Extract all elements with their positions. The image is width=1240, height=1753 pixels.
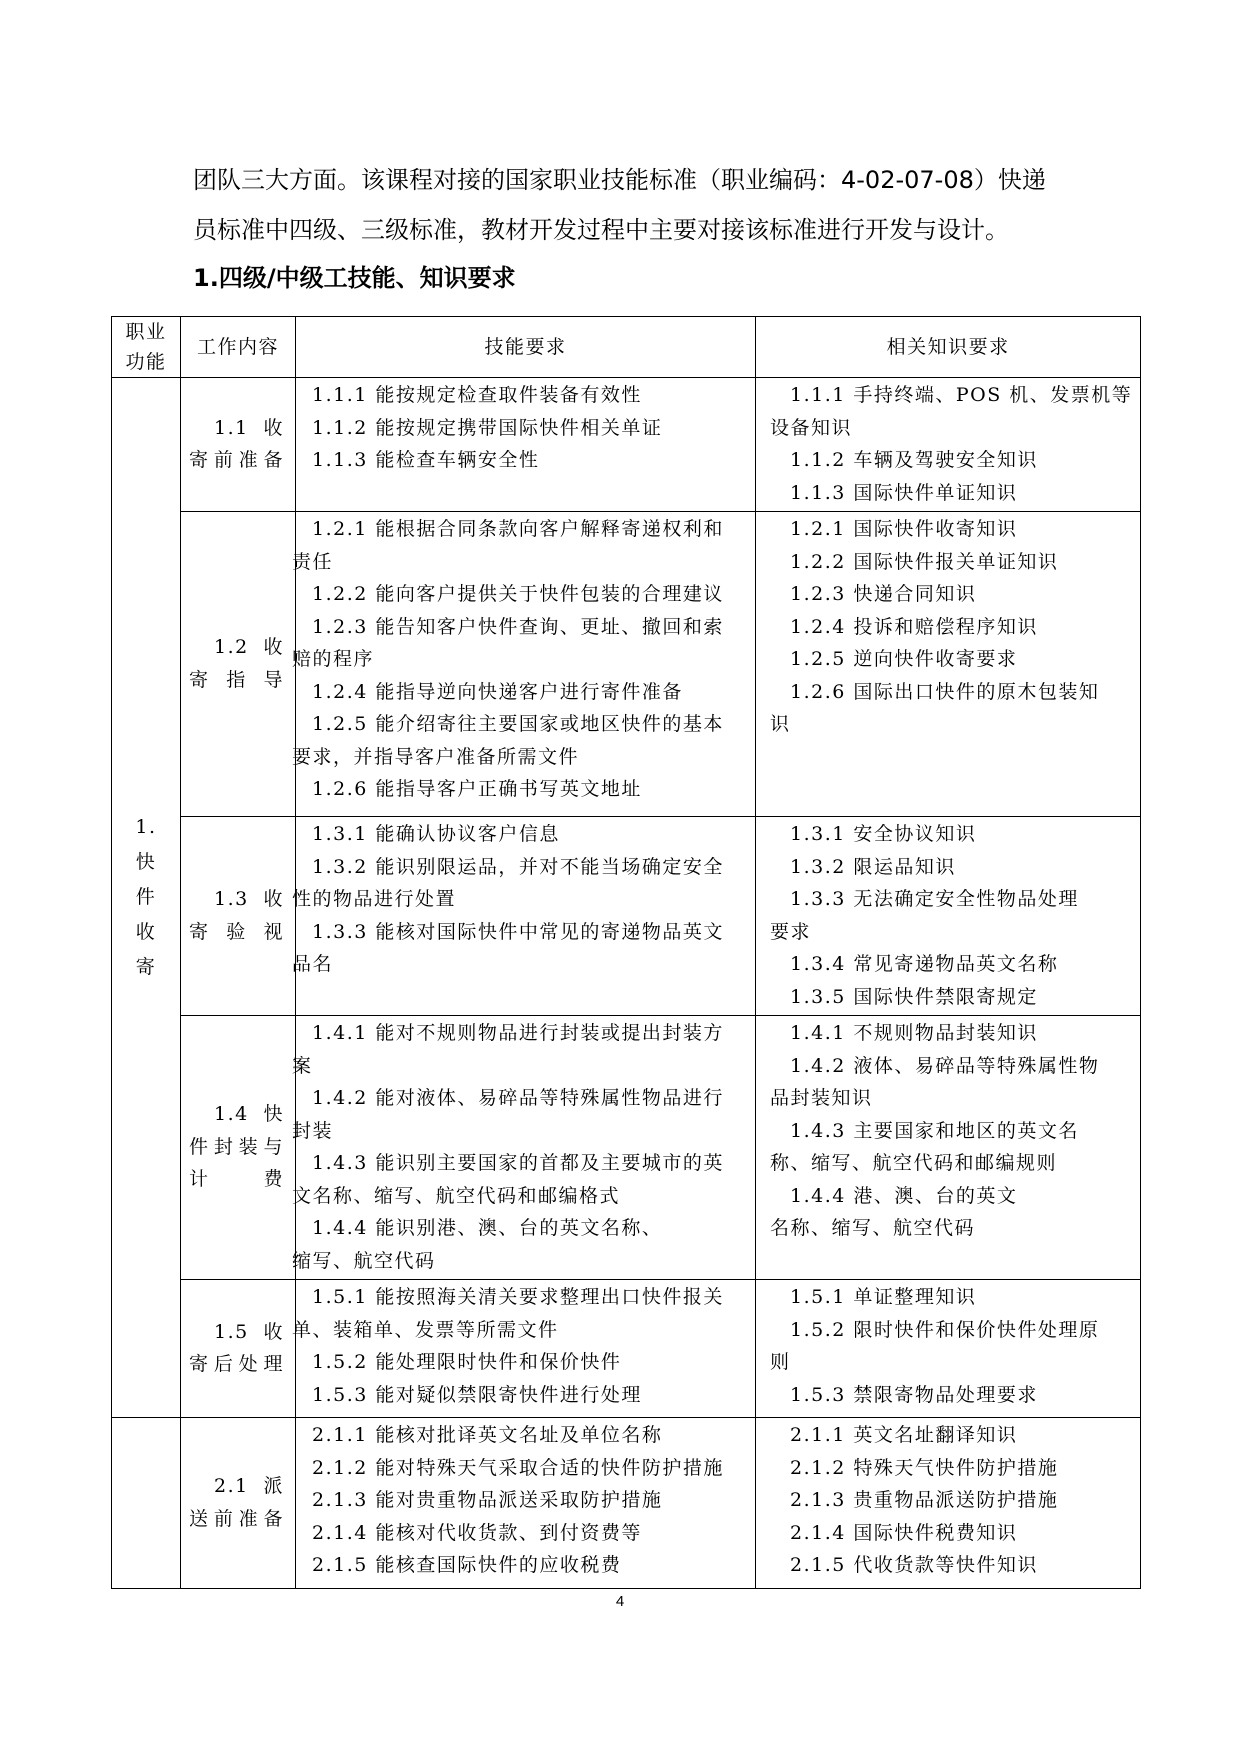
skill-requirement-line: 1.5.1 能按照海关清关要求整理出口快件报关	[312, 1286, 724, 1308]
header-function-line-2: 功能	[125, 351, 167, 373]
work-content-line: 寄指导	[189, 668, 284, 691]
skill-requirement-line: 1.4.4 能识别港、澳、台的英文名称、	[312, 1217, 663, 1239]
work-content-line: 1.5 收	[214, 1320, 284, 1343]
knowledge-requirements-cell	[756, 817, 1141, 1016]
table-row	[112, 512, 1141, 817]
skill-requirement-line: 1.2.3 能告知客户快件查询、更址、撤回和索	[312, 615, 724, 638]
skill-requirement-line: 1.3.1 能确认协议客户信息	[312, 823, 560, 845]
header-knowledge: 相关知识要求	[756, 317, 1141, 378]
skill-requirement-line: 1.2.4 能指导逆向快递客户进行寄件准备	[312, 680, 683, 703]
function-label-char: 快	[135, 850, 157, 873]
knowledge-requirement-line: 2.1.2 特殊天气快件防护措施	[790, 1456, 1059, 1479]
table-row	[112, 1280, 1141, 1418]
work-content-line: 1.3 收	[214, 888, 284, 910]
knowledge-requirement-line: 1.3.3 无法确定安全性物品处理	[790, 888, 1079, 910]
skill-requirement-line: 2.1.3 能对贵重物品派送采取防护措施	[312, 1489, 663, 1511]
skill-requirements-cell	[296, 378, 756, 512]
knowledge-requirement-line: 2.1.1 英文名址翻译知识	[790, 1424, 1018, 1446]
function-label-char: 件	[135, 885, 157, 908]
work-content-line: 寄验视	[189, 920, 284, 943]
skill-requirement-line: 性的物品进行处置	[292, 888, 457, 910]
skill-requirements-cell	[292, 1016, 756, 1280]
skill-requirement-line: 1.3.2 能识别限运品，并对不能当场确定安全	[312, 855, 724, 878]
knowledge-requirement-line: 1.1.1 手持终端、POS 机、发票机等	[790, 384, 1133, 406]
skill-requirement-line: 封装	[292, 1119, 334, 1142]
skill-requirement-line: 1.1.2 能按规定携带国际快件相关单证	[312, 416, 663, 439]
function-label-char: 收	[135, 920, 157, 943]
knowledge-requirement-line: 1.3.5 国际快件禁限寄规定	[790, 985, 1038, 1008]
skill-requirement-line: 赔的程序	[292, 648, 375, 670]
work-content-cell	[181, 512, 296, 817]
skill-requirements-cell	[296, 1418, 756, 1589]
skill-requirement-line: 品名	[292, 953, 334, 975]
header-function-line-1: 职业	[125, 321, 167, 343]
knowledge-requirement-line: 1.5.1 单证整理知识	[790, 1286, 977, 1308]
work-content-line: 1.4 快	[214, 1103, 284, 1126]
skill-requirement-line: 1.2.5 能介绍寄往主要国家或地区快件的基本	[312, 713, 724, 735]
skill-requirement-line: 要求，并指导客户准备所需文件	[292, 745, 580, 768]
knowledge-requirements-cell	[756, 512, 1141, 817]
skill-requirement-line: 1.4.3 能识别主要国家的首都及主要城市的英	[312, 1152, 724, 1174]
skill-requirement-line: 1.5.3 能对疑似禁限寄快件进行处理	[312, 1383, 642, 1406]
work-content-line: 寄后处理	[189, 1353, 284, 1375]
page-number: 4	[615, 1593, 625, 1610]
skill-requirement-line: 2.1.2 能对特殊天气采取合适的快件防护措施	[312, 1456, 724, 1479]
knowledge-requirement-line: 1.2.6 国际出口快件的原木包装知	[790, 680, 1100, 703]
table-body	[112, 378, 1141, 1589]
intro-paragraph-line-1: 团队三大方面。该课程对接的国家职业技能标准（职业编码：4-02-07-08）快递	[193, 166, 1046, 194]
work-content-line: 1.2 收	[214, 636, 284, 658]
knowledge-requirement-line: 1.3.4 常见寄递物品英文名称	[790, 953, 1059, 975]
knowledge-requirement-line: 识	[770, 713, 791, 735]
work-content-cell	[181, 1280, 296, 1418]
knowledge-requirement-line: 名称、缩写、航空代码	[770, 1217, 976, 1239]
function-label-char: 1.	[135, 815, 157, 838]
skill-requirement-line: 1.1.1 能按规定检查取件装备有效性	[312, 384, 642, 406]
knowledge-requirement-line: 1.3.2 限运品知识	[790, 855, 956, 878]
skill-requirements-cell	[292, 1280, 756, 1418]
skill-requirement-line: 责任	[292, 550, 334, 573]
knowledge-requirement-line: 称、缩写、航空代码和邮编规则	[770, 1152, 1058, 1174]
work-content-cell	[181, 1418, 296, 1589]
table-row	[112, 1016, 1141, 1280]
skill-requirement-line: 案	[292, 1054, 313, 1077]
knowledge-requirements-cell	[756, 1418, 1141, 1589]
skill-requirement-line: 文名称、缩写、航空代码和邮编格式	[292, 1184, 621, 1207]
knowledge-requirement-line: 1.5.3 禁限寄物品处理要求	[790, 1383, 1038, 1406]
skill-requirement-line: 1.3.3 能核对国际快件中常见的寄递物品英文	[312, 920, 724, 943]
skill-requirement-line: 1.2.6 能指导客户正确书写英文地址	[312, 778, 642, 800]
header-content: 工作内容	[181, 317, 296, 378]
knowledge-requirement-line: 1.5.2 限时快件和保价快件处理原	[790, 1318, 1100, 1341]
knowledge-requirement-line: 设备知识	[770, 416, 853, 439]
knowledge-requirement-line: 1.2.4 投诉和赔偿程序知识	[790, 615, 1038, 638]
knowledge-requirement-line: 要求	[770, 920, 812, 943]
knowledge-requirement-line: 1.4.4 港、澳、台的英文	[790, 1184, 1018, 1207]
knowledge-requirement-line: 1.2.1 国际快件收寄知识	[790, 518, 1018, 540]
skill-requirement-line: 2.1.5 能核查国际快件的应收税费	[312, 1554, 622, 1576]
section-heading: 1.四级/中级工技能、知识要求	[193, 264, 516, 292]
knowledge-requirement-line: 则	[770, 1351, 791, 1373]
skill-requirement-line: 1.2.2 能向客户提供关于快件包装的合理建议	[312, 583, 724, 605]
work-content-line: 1.1 收	[214, 416, 284, 439]
skill-requirement-line: 1.5.2 能处理限时快件和保价快件	[312, 1351, 622, 1373]
knowledge-requirements-cell	[756, 378, 1141, 512]
skill-requirement-line: 1.2.1 能根据合同条款向客户解释寄递权利和	[312, 518, 724, 540]
skill-requirements-cell	[292, 512, 756, 817]
work-content-line: 计费	[189, 1168, 284, 1191]
knowledge-requirements-cell	[756, 1016, 1141, 1280]
work-content-line: 件封装与	[189, 1135, 284, 1158]
knowledge-requirement-line: 1.4.1 不规则物品封装知识	[790, 1022, 1038, 1044]
knowledge-requirement-line: 1.3.1 安全协议知识	[790, 823, 977, 845]
skill-requirements-cell	[292, 817, 756, 1016]
header-skills: 技能要求	[296, 317, 756, 378]
knowledge-requirement-line: 1.2.5 逆向快件收寄要求	[790, 648, 1018, 670]
knowledge-requirement-line: 1.4.3 主要国家和地区的英文名	[790, 1119, 1079, 1142]
function-label-char: 寄	[135, 955, 157, 978]
skill-requirement-line: 2.1.4 能核对代收货款、到付资费等	[312, 1521, 642, 1544]
work-content-line: 2.1 派	[214, 1475, 284, 1497]
skill-requirement-line: 2.1.1 能核对批译英文名址及单位名称	[312, 1424, 663, 1446]
skill-standard-table	[111, 316, 1141, 1589]
work-content-line: 寄前准备	[189, 449, 284, 471]
work-content-line: 送前准备	[189, 1507, 284, 1530]
table-row	[112, 378, 1141, 512]
work-content-cell	[181, 378, 296, 512]
skill-requirement-line: 单、装箱单、发票等所需文件	[292, 1318, 559, 1341]
knowledge-requirement-line: 1.1.2 车辆及驾驶安全知识	[790, 449, 1038, 471]
work-content-cell	[181, 817, 296, 1016]
table-row	[112, 817, 1141, 1016]
knowledge-requirement-line: 品封装知识	[770, 1087, 873, 1109]
knowledge-requirement-line: 1.1.3 国际快件单证知识	[790, 481, 1018, 504]
knowledge-requirement-line: 2.1.5 代收货款等快件知识	[790, 1554, 1038, 1576]
skill-requirement-line: 1.1.3 能检查车辆安全性	[312, 449, 540, 471]
skill-requirement-line: 1.4.2 能对液体、易碎品等特殊属性物品进行	[312, 1087, 724, 1109]
knowledge-requirement-line: 1.4.2 液体、易碎品等特殊属性物	[790, 1054, 1100, 1077]
function-cell-express-collection	[112, 378, 181, 1418]
knowledge-requirement-line: 2.1.3 贵重物品派送防护措施	[790, 1489, 1059, 1511]
knowledge-requirement-line: 2.1.4 国际快件税费知识	[790, 1521, 1018, 1544]
function-cell-delivery	[112, 1418, 181, 1589]
knowledge-requirement-line: 1.2.3 快递合同知识	[790, 583, 977, 605]
skill-requirement-line: 缩写、航空代码	[292, 1249, 436, 1272]
header-function	[112, 317, 181, 378]
knowledge-requirements-cell	[756, 1280, 1141, 1418]
intro-paragraph-line-2: 员标准中四级、三级标准，教材开发过程中主要对接该标准进行开发与设计。	[193, 216, 1009, 244]
knowledge-requirement-line: 1.2.2 国际快件报关单证知识	[790, 550, 1059, 573]
skill-requirement-line: 1.4.1 能对不规则物品进行封装或提出封装方	[312, 1022, 724, 1044]
work-content-cell	[181, 1016, 296, 1280]
table-row	[112, 1418, 1141, 1589]
